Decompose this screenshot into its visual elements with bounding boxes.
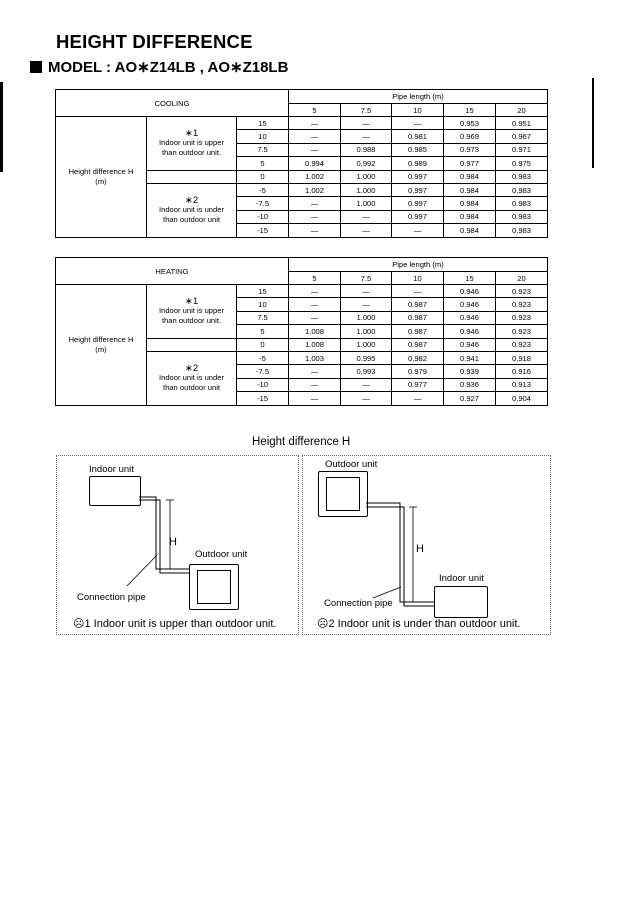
- cooling-correction-table: [55, 89, 548, 238]
- correction-value: 1.000: [341, 338, 392, 351]
- correction-value: —: [392, 392, 444, 405]
- height-value: 5: [237, 157, 289, 170]
- correction-value: 0.971: [496, 143, 548, 156]
- correction-value: 0.918: [496, 351, 548, 364]
- pipe-length-header: Pipe length (m): [289, 90, 548, 104]
- diagram-title: Height difference H: [252, 436, 351, 448]
- note-mark-1: ∗1: [184, 128, 199, 140]
- square-bullet-icon: [30, 61, 42, 73]
- correction-value: 0.946: [444, 311, 496, 324]
- height-value: 10: [237, 130, 289, 143]
- correction-value: —: [289, 392, 341, 405]
- correction-value: 1.008: [289, 325, 341, 338]
- correction-value: —: [289, 117, 341, 130]
- correction-value: 0.983: [496, 183, 548, 196]
- outdoor-unit-label: Outdoor unit: [195, 549, 248, 560]
- correction-value: 0.997: [392, 170, 444, 183]
- correction-value: 0.997: [392, 210, 444, 223]
- model-line: MODEL : AO∗Z14LB , AO∗Z18LB: [48, 59, 289, 76]
- correction-value: 0.987: [392, 325, 444, 338]
- diagram-indoor-under: [302, 455, 551, 635]
- correction-value: 0.983: [496, 224, 548, 237]
- height-value: 15: [237, 117, 289, 130]
- correction-value: 0.975: [496, 157, 548, 170]
- correction-value: 0.987: [392, 298, 444, 311]
- height-value: -10: [237, 210, 289, 223]
- correction-value: 1.002: [289, 170, 341, 183]
- correction-value: 0.913: [496, 378, 548, 391]
- caption-upper: ☹1 Indoor unit is upper than outdoor unit.: [73, 618, 277, 630]
- height-value: 5: [237, 325, 289, 338]
- correction-value: 0.941: [444, 351, 496, 364]
- pipe-length-col: 5: [289, 272, 341, 285]
- correction-value: 0.916: [496, 365, 548, 378]
- outdoor-unit-fan-grille: [197, 570, 231, 604]
- connection-pipe-label: Connection pipe: [324, 598, 393, 609]
- correction-value: —: [341, 285, 392, 298]
- height-difference-text: Height difference H (m): [68, 334, 134, 354]
- connection-pipe-label: Connection pipe: [77, 592, 146, 603]
- correction-value: 0.977: [444, 157, 496, 170]
- correction-value: 0.994: [289, 157, 341, 170]
- correction-value: 0.923: [496, 285, 548, 298]
- height-value: -15: [237, 392, 289, 405]
- group-upper-text: Indoor unit is upper than outdoor unit.: [158, 138, 224, 157]
- correction-value: 0.992: [341, 157, 392, 170]
- correction-value: 1.000: [341, 311, 392, 324]
- correction-value: 0.984: [444, 224, 496, 237]
- pipe-length-col: 10: [392, 272, 444, 285]
- correction-value: —: [289, 143, 341, 156]
- correction-value: —: [289, 130, 341, 143]
- correction-value: 0.997: [392, 183, 444, 196]
- correction-value: 0.946: [444, 298, 496, 311]
- correction-value: 0.989: [392, 157, 444, 170]
- group-upper: [147, 117, 237, 171]
- correction-value: 0.927: [444, 392, 496, 405]
- pipe-length-col: 15: [444, 272, 496, 285]
- diagram-indoor-upper: [56, 455, 299, 635]
- correction-value: 0.923: [496, 311, 548, 324]
- correction-value: —: [289, 298, 341, 311]
- left-margin-bar: [0, 82, 3, 172]
- height-value: -5: [237, 183, 289, 196]
- caption-under: ☹2 Indoor unit is under than outdoor unit.: [317, 618, 521, 630]
- pipe-length-col: 20: [496, 272, 548, 285]
- h-label: H: [169, 536, 177, 548]
- correction-value: 0.953: [444, 117, 496, 130]
- note-mark-2: ∗2: [184, 195, 199, 207]
- correction-value: 0.969: [444, 130, 496, 143]
- correction-value: 0.946: [444, 338, 496, 351]
- correction-value: 0.993: [341, 365, 392, 378]
- correction-value: 0.946: [444, 325, 496, 338]
- correction-value: 0.983: [496, 197, 548, 210]
- correction-value: —: [289, 224, 341, 237]
- correction-value: 1.002: [289, 183, 341, 196]
- pipe-length-col: 7.5: [341, 272, 392, 285]
- mode-header: COOLING: [56, 90, 289, 117]
- correction-value: —: [341, 298, 392, 311]
- height-value: 0: [237, 338, 289, 351]
- correction-value: 0.988: [341, 143, 392, 156]
- pipe-length-col: 7.5: [341, 104, 392, 117]
- correction-value: 0.984: [444, 210, 496, 223]
- model-heading: [30, 58, 288, 76]
- outdoor-unit-shape: [189, 564, 239, 610]
- correction-value: 1.000: [341, 197, 392, 210]
- group-lower-text: Indoor unit is under than outdoor unit: [158, 373, 224, 392]
- group-lower: [147, 183, 237, 237]
- group-zero: [147, 170, 237, 183]
- height-value: -5: [237, 351, 289, 364]
- height-value: 7.5: [237, 143, 289, 156]
- h-label: H: [416, 543, 424, 555]
- correction-value: 0.984: [444, 183, 496, 196]
- correction-value: 0.979: [392, 365, 444, 378]
- height-value: -15: [237, 224, 289, 237]
- pipe-length-col: 20: [496, 104, 548, 117]
- correction-value: 0.936: [444, 378, 496, 391]
- group-upper: [147, 285, 237, 339]
- correction-value: —: [289, 285, 341, 298]
- note-mark-2: ∗2: [184, 363, 199, 375]
- correction-value: 0.946: [444, 285, 496, 298]
- correction-value: —: [289, 311, 341, 324]
- height-value: -7.5: [237, 197, 289, 210]
- correction-value: 0.981: [392, 130, 444, 143]
- pipe-length-col: 10: [392, 104, 444, 117]
- pipe-length-col: 15: [444, 104, 496, 117]
- height-value: 15: [237, 285, 289, 298]
- correction-value: 0.984: [444, 170, 496, 183]
- correction-value: 0.923: [496, 338, 548, 351]
- correction-value: 0.987: [392, 338, 444, 351]
- correction-value: —: [341, 378, 392, 391]
- note-mark-1: ∗1: [184, 296, 199, 308]
- group-lower-text: Indoor unit is under than outdoor unit: [158, 205, 224, 224]
- connection-pipe-lines: [57, 456, 298, 634]
- height-difference-label: [56, 117, 147, 238]
- correction-value: 1.000: [341, 170, 392, 183]
- correction-value: —: [289, 210, 341, 223]
- correction-value: 0.983: [496, 210, 548, 223]
- correction-value: —: [341, 130, 392, 143]
- pipe-length-col: 5: [289, 104, 341, 117]
- correction-value: —: [289, 378, 341, 391]
- right-margin-bar: [592, 78, 594, 168]
- height-value: 0: [237, 170, 289, 183]
- correction-value: 0.923: [496, 298, 548, 311]
- correction-value: 0.973: [444, 143, 496, 156]
- correction-value: —: [341, 392, 392, 405]
- mode-header: HEATING: [56, 258, 289, 285]
- correction-value: 0.923: [496, 325, 548, 338]
- correction-value: 1.000: [341, 325, 392, 338]
- correction-value: 0.967: [496, 130, 548, 143]
- correction-value: —: [341, 210, 392, 223]
- group-lower: [147, 351, 237, 405]
- correction-value: 0.904: [496, 392, 548, 405]
- correction-value: 1.003: [289, 351, 341, 364]
- correction-value: 0.987: [392, 311, 444, 324]
- correction-value: —: [392, 117, 444, 130]
- correction-value: —: [341, 117, 392, 130]
- section-title: HEIGHT DIFFERENCE: [56, 31, 253, 52]
- correction-value: 1.008: [289, 338, 341, 351]
- height-value: 7.5: [237, 311, 289, 324]
- group-upper-text: Indoor unit is upper than outdoor unit.: [158, 306, 224, 325]
- correction-value: 0.939: [444, 365, 496, 378]
- indoor-unit-label: Indoor unit: [439, 573, 484, 584]
- height-difference-label: [56, 285, 147, 406]
- correction-value: 0.983: [496, 170, 548, 183]
- correction-value: —: [289, 365, 341, 378]
- correction-value: 0.997: [392, 197, 444, 210]
- heating-correction-table: [55, 257, 548, 406]
- correction-value: 0.984: [444, 197, 496, 210]
- correction-value: —: [289, 197, 341, 210]
- correction-value: —: [392, 285, 444, 298]
- correction-value: —: [341, 224, 392, 237]
- indoor-unit-label: Indoor unit: [89, 464, 134, 475]
- height-value: -10: [237, 378, 289, 391]
- pipe-length-header: Pipe length (m): [289, 258, 548, 272]
- outdoor-unit-label: Outdoor unit: [325, 459, 378, 470]
- correction-value: 0.985: [392, 143, 444, 156]
- height-value: 10: [237, 298, 289, 311]
- group-zero: [147, 338, 237, 351]
- correction-value: 0.951: [496, 117, 548, 130]
- correction-value: 1.000: [341, 183, 392, 196]
- correction-value: —: [392, 224, 444, 237]
- height-difference-text: Height difference H (m): [68, 166, 134, 186]
- indoor-unit-shape: [434, 586, 488, 618]
- correction-value: 0.977: [392, 378, 444, 391]
- correction-value: 0.995: [341, 351, 392, 364]
- height-value: -7.5: [237, 365, 289, 378]
- correction-value: 0.982: [392, 351, 444, 364]
